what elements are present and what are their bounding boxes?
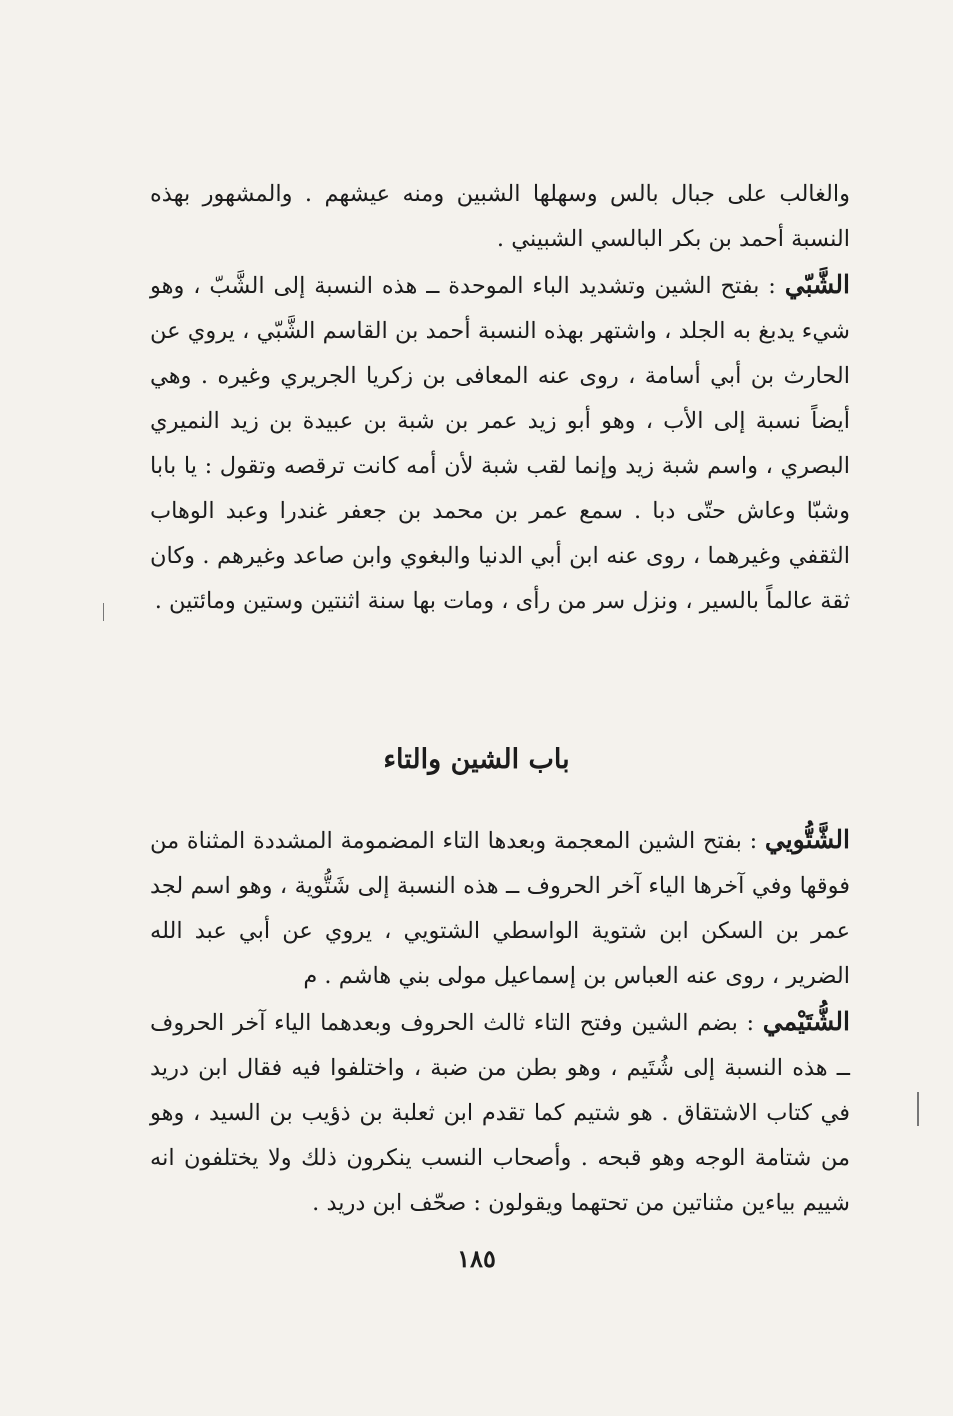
entry-text: : بفتح الشين وتشديد الباء الموحدة ــ هذه النسبة إلى الشَّبّ ، وهو شيء يدبغ به الجلد ، واشتهر بهذه النسبة أحمد بن القاسم الشَّبّي ، يروي عن الحارث بن أبي أسامة ، روى عنه المعافى بن زكريا الجريري وغيره . وهي أيضاً نسبة إلى الأب ، وهو أبو زيد عمر بن شبة بن عبيدة بن زيد النميري البصري ، واسم شبة زيد وإنما لقب شبة لأن أمه كانت ترقصه وتقول : يا بابا وشبّا وعاش حتّى دبا . سمع عمر بن محمد بن جعفر غندرا وعبد الوهاب الثقفي وغيرهما ، روى عنه ابن أبي الدنيا والبغوي وابن صاعد وغيرهم . وكان ثقة عالماً بالسير ، ونزل سر من رأى ، ومات بها سنة اثنتين وستين ومائتين . <box>150 273 850 614</box>
entry-shabbi <box>150 262 850 624</box>
entry-shutaymi <box>150 999 850 1226</box>
entry-term: الشَّبّي <box>784 270 850 299</box>
scan-mark <box>917 1092 919 1126</box>
entry-block-upper <box>150 172 850 624</box>
entry-term: الشَّتُّويي <box>764 825 850 854</box>
entry-text: : بضم الشين وفتح التاء ثالث الحروف وبعدهما الياء آخر الحروف ــ هذه النسبة إلى شُتَيم ، وهو بطن من ضبة ، واختلفوا فيه فقال ابن دريد في كتاب الاشتقاق . هو شتيم كما تقدم ابن ثعلبة بن ذؤيب بن السيد ، وهو من شتامة الوجه وهو قبحه . وأصحاب النسب ينكرون ذلك ولا يختلفون انه شييم بياءين مثناتين من تحتهما ويقولون : صحّف ابن دريد . <box>150 1010 850 1216</box>
page-number: ١٨٥ <box>457 1244 496 1273</box>
entry-shattuwiyi <box>150 817 850 999</box>
entry-term: الشُّتَيْمي <box>762 1007 850 1036</box>
entry-block-lower <box>150 817 850 1226</box>
section-heading: باب الشين والتاء <box>383 744 570 775</box>
paragraph-continuation: والغالب على جبال بالس وسهلها الشبين ومنه عيشهم . والمشهور بهذه النسبة أحمد بن بكر البالسي الشبيني . <box>150 181 850 252</box>
entry-text: : بفتح الشين المعجمة وبعدها التاء المضمومة المشددة المثناة من فوقها وفي آخرها الياء آخر الحروف ــ هذه النسبة إلى شَتُّوية ، وهو اسم لجد عمر بن السكن ابن شتوية الواسطي الشتويي ، يروي عن أبي عبد الله الضرير ، روى عنه العباس بن إسماعيل مولى بني هاشم . م <box>150 828 850 989</box>
scan-mark <box>103 603 104 621</box>
